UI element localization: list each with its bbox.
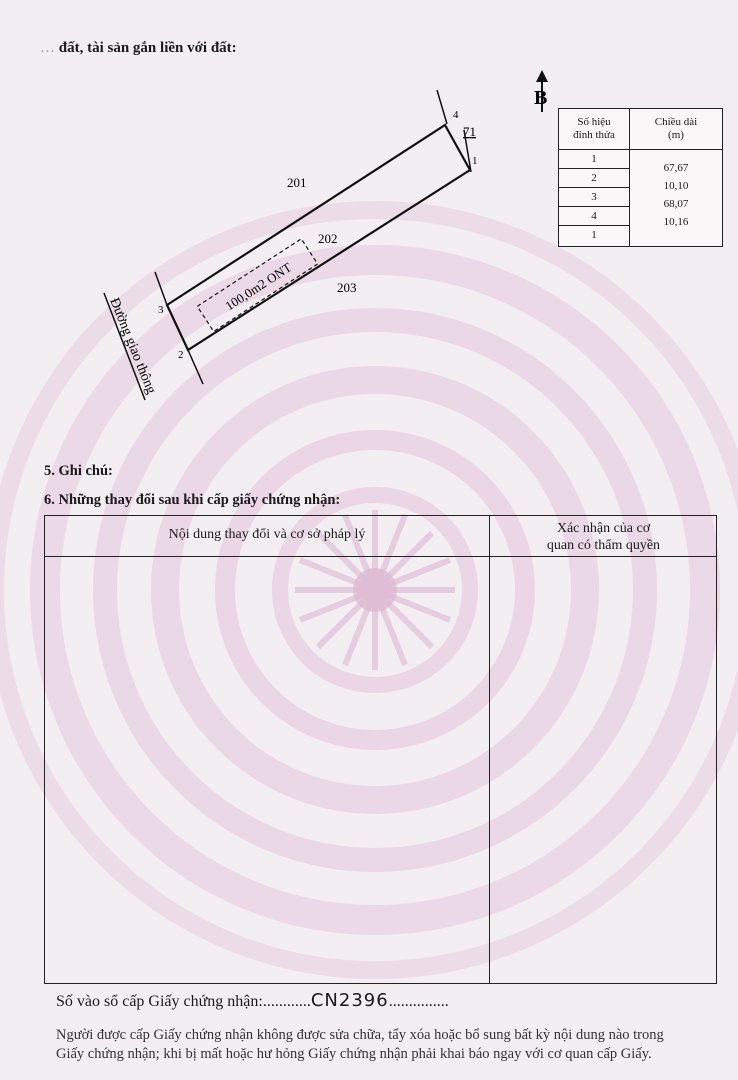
header-title: đất, tài sản gắn liền với đất: (58, 40, 237, 56)
length-cell: 10,10 (663, 180, 689, 192)
footer-line-1: Người được cấp Giấy chứng nhận không được sửa chữa, tẩy xóa hoặc bổ sung bất kỳ nội dung nào trong (56, 1027, 664, 1043)
registry-number-line: Số vào sổ cấp Giấy chứng nhận:............CN2396............... (56, 990, 449, 1011)
header-faded-prefix: … (40, 40, 55, 56)
road-label: Đường giao thông (106, 295, 159, 397)
length-cell: 67,67 (663, 162, 689, 174)
notes-heading: 5. Ghi chú: (44, 463, 113, 479)
north-symbol: B (534, 87, 548, 109)
vertex-length-table (558, 108, 723, 247)
length-cell: 10,16 (663, 216, 689, 228)
vertex-cell: 1 (559, 150, 629, 169)
change-content-header: Nội dung thay đổi và cơ sở pháp lý (168, 527, 366, 542)
parcel-area-label: 100,0m2 ONT (222, 259, 295, 314)
registry-label: Số vào sổ cấp Giấy chứng nhận: (56, 993, 263, 1010)
authority-confirmation-header: Xác nhận của cơ quan có thẩm quyền (546, 521, 661, 553)
neighbor-201: 201 (287, 175, 307, 190)
vertex-column-header: Số hiệu đỉnh thửa (559, 109, 630, 149)
vertex-1: 1 (472, 155, 478, 167)
neighbor-202: 202 (318, 231, 338, 246)
registry-number: CN2396 (310, 990, 389, 1011)
vertex-4: 4 (453, 109, 459, 121)
north-arrow-icon (534, 70, 548, 112)
changes-heading: 6. Những thay đổi sau khi cấp giấy chứng nhận: (44, 492, 341, 508)
neighbor-203: 203 (337, 280, 357, 295)
vertex-cell: 2 (559, 169, 629, 188)
vertex-cell: 3 (559, 188, 629, 207)
neighbor-71: 71 (463, 124, 476, 139)
changes-table (44, 515, 717, 984)
length-cell: 68,07 (663, 198, 689, 210)
vertex-2: 2 (178, 349, 184, 361)
footer-line-2: Giấy chứng nhận; khi bị mất hoặc hư hỏng Giấy chứng nhận phải khai báo ngay với cơ quan cấp Giấy. (56, 1046, 652, 1062)
vertex-cell: 1 (591, 229, 597, 241)
vertex-cell: 4 (559, 207, 629, 226)
footer-warning (56, 1026, 736, 1064)
vertex-3: 3 (158, 304, 164, 316)
length-column-header: Chiều dài (m) (654, 116, 698, 141)
